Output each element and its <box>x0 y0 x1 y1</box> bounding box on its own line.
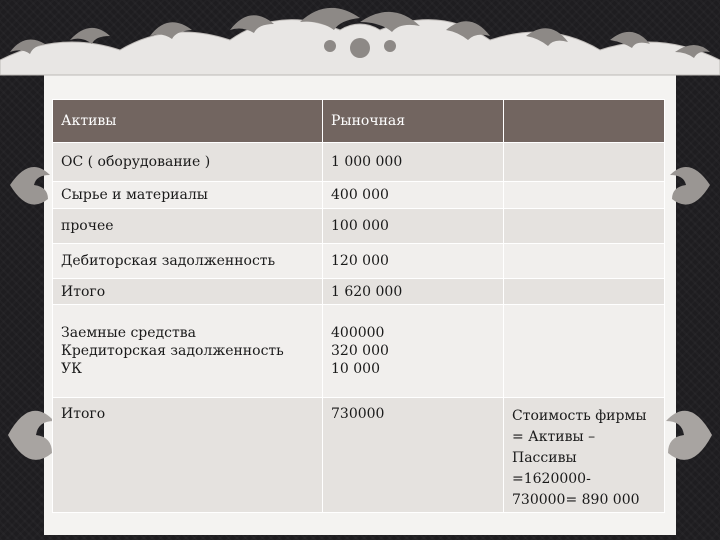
row-label: ОС ( оборудование ) <box>53 143 323 182</box>
note-line: Стоимость фирмы <box>512 408 647 424</box>
row-label: Дебиторская задолженность <box>53 244 323 279</box>
note-line: = Активы – <box>512 429 596 445</box>
scroll-ornament-right-top <box>662 150 720 220</box>
table-row <box>53 143 665 182</box>
row-empty <box>504 209 665 244</box>
baroque-ornament-top <box>0 0 720 100</box>
note-line: Пассивы =1620000- <box>512 450 591 487</box>
liabilities-values <box>323 305 504 398</box>
row-value: 730000 <box>323 398 504 513</box>
liability-value: 10 000 <box>331 361 380 377</box>
liability-label: Кредиторская задолженность <box>61 343 284 359</box>
row-label: Сырье и материалы <box>53 182 323 209</box>
table-row <box>53 209 665 244</box>
row-label: прочее <box>53 209 323 244</box>
scroll-ornament-left-top <box>0 150 60 220</box>
firm-value-note <box>504 398 665 513</box>
row-label: Итого <box>53 279 323 305</box>
header-empty <box>504 100 665 143</box>
row-value: 120 000 <box>323 244 504 279</box>
liability-value: 400000 <box>331 325 385 341</box>
table-row <box>53 279 665 305</box>
liabilities-row <box>53 305 665 398</box>
table-row <box>53 182 665 209</box>
row-value: 400 000 <box>323 182 504 209</box>
header-assets: Активы <box>53 100 323 143</box>
liability-label: УК <box>61 361 82 377</box>
row-empty <box>504 182 665 209</box>
scroll-ornament-right-bottom <box>662 390 720 480</box>
row-label: Итого <box>53 398 323 513</box>
valuation-table <box>52 99 665 513</box>
table-header-row <box>53 100 665 143</box>
row-empty <box>504 244 665 279</box>
liability-label: Заемные средства <box>61 325 196 341</box>
row-empty <box>504 143 665 182</box>
total-liabilities-row <box>53 398 665 513</box>
row-empty <box>504 279 665 305</box>
scroll-ornament-left-bottom <box>0 390 60 480</box>
liabilities-labels <box>53 305 323 398</box>
row-empty <box>504 305 665 398</box>
table-row <box>53 244 665 279</box>
liability-value: 320 000 <box>331 343 389 359</box>
row-value: 1 000 000 <box>323 143 504 182</box>
row-value: 1 620 000 <box>323 279 504 305</box>
row-value: 100 000 <box>323 209 504 244</box>
note-line: 730000= 890 000 <box>512 492 640 508</box>
header-market: Рыночная <box>323 100 504 143</box>
